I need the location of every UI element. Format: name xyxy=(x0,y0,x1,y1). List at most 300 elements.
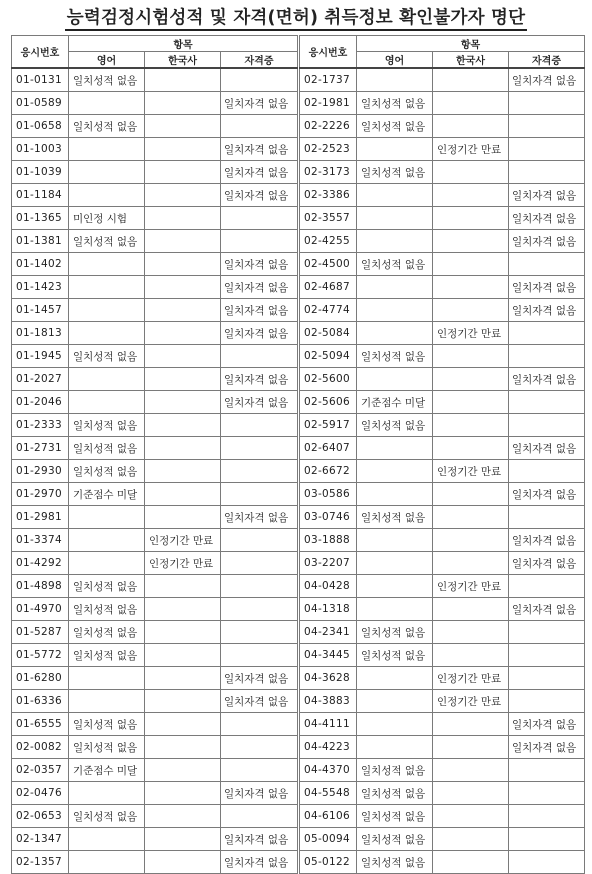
id-cell: 01-1402 xyxy=(12,253,69,276)
korean-history-cell xyxy=(433,782,509,805)
table-row xyxy=(300,207,585,230)
id-cell: 04-4370 xyxy=(300,759,357,782)
korean-history-cell xyxy=(433,115,509,138)
english-cell: 일치성적 없음 xyxy=(357,115,433,138)
certificate-cell: 일치자격 없음 xyxy=(221,851,298,874)
english-cell xyxy=(69,690,145,713)
english-cell xyxy=(69,138,145,161)
korean-history-cell xyxy=(145,575,221,598)
certificate-cell xyxy=(509,92,585,115)
certificate-cell xyxy=(221,437,298,460)
table-row xyxy=(300,552,585,575)
korean-history-cell xyxy=(145,92,221,115)
english-cell xyxy=(69,299,145,322)
korean-history-cell xyxy=(433,644,509,667)
korean-history-cell xyxy=(433,506,509,529)
certificate-cell: 일치자격 없음 xyxy=(221,506,298,529)
english-cell xyxy=(357,460,433,483)
id-cell: 01-1365 xyxy=(12,207,69,230)
english-cell xyxy=(69,161,145,184)
korean-history-cell xyxy=(145,759,221,782)
korean-history-cell xyxy=(145,437,221,460)
korean-history-cell xyxy=(145,506,221,529)
english-cell xyxy=(357,713,433,736)
id-cell: 01-5772 xyxy=(12,644,69,667)
table-row xyxy=(300,667,585,690)
certificate-cell: 일치자격 없음 xyxy=(221,276,298,299)
certificate-cell xyxy=(509,506,585,529)
english-cell xyxy=(357,690,433,713)
certificate-cell xyxy=(509,345,585,368)
id-cell: 02-4774 xyxy=(300,299,357,322)
certificate-cell xyxy=(509,621,585,644)
table-row xyxy=(300,391,585,414)
english-cell: 기준점수 미달 xyxy=(69,483,145,506)
table-row xyxy=(300,506,585,529)
certificate-cell: 일치자격 없음 xyxy=(509,598,585,621)
certificate-cell xyxy=(221,736,298,759)
korean-history-cell xyxy=(433,161,509,184)
korean-history-cell xyxy=(433,207,509,230)
id-cell: 03-1888 xyxy=(300,529,357,552)
page-title: 능력검정시험성적 및 자격(면허) 취득정보 확인불가자 명단 xyxy=(0,4,592,29)
certificate-cell: 일치자격 없음 xyxy=(509,68,585,92)
certificate-cell xyxy=(509,805,585,828)
english-cell: 일치성적 없음 xyxy=(357,345,433,368)
korean-history-cell xyxy=(145,230,221,253)
english-cell: 기준점수 미달 xyxy=(69,759,145,782)
id-cell: 01-2027 xyxy=(12,368,69,391)
table-row xyxy=(12,713,298,736)
english-cell xyxy=(69,184,145,207)
id-cell: 01-0589 xyxy=(12,92,69,115)
certificate-cell: 일치자격 없음 xyxy=(509,276,585,299)
english-cell: 일치성적 없음 xyxy=(357,851,433,874)
certificate-cell: 일치자격 없음 xyxy=(221,322,298,345)
table-row xyxy=(300,437,585,460)
id-cell: 02-2226 xyxy=(300,115,357,138)
english-cell xyxy=(357,138,433,161)
id-cell: 01-4292 xyxy=(12,552,69,575)
table-row xyxy=(12,368,298,391)
korean-history-cell xyxy=(433,713,509,736)
table-row xyxy=(300,138,585,161)
left-table xyxy=(11,35,298,874)
english-cell xyxy=(357,736,433,759)
table-row xyxy=(12,575,298,598)
korean-history-cell xyxy=(145,253,221,276)
table-row xyxy=(12,184,298,207)
korean-history-cell: 인정기간 만료 xyxy=(145,552,221,575)
table-row xyxy=(300,713,585,736)
id-cell: 02-3557 xyxy=(300,207,357,230)
english-cell: 일치성적 없음 xyxy=(69,644,145,667)
korean-history-cell xyxy=(145,805,221,828)
korean-history-cell xyxy=(145,644,221,667)
english-cell: 일치성적 없음 xyxy=(69,598,145,621)
english-cell xyxy=(357,184,433,207)
table-row xyxy=(12,68,298,92)
certificate-cell: 일치자격 없음 xyxy=(509,552,585,575)
korean-history-cell xyxy=(145,68,221,92)
korean-history-column-header: 한국사 xyxy=(145,52,221,69)
korean-history-cell xyxy=(145,782,221,805)
certificate-cell: 일치자격 없음 xyxy=(221,161,298,184)
korean-history-cell xyxy=(433,368,509,391)
korean-history-cell xyxy=(433,68,509,92)
english-cell xyxy=(357,68,433,92)
korean-history-cell xyxy=(145,414,221,437)
korean-history-cell xyxy=(145,207,221,230)
id-cell: 01-2731 xyxy=(12,437,69,460)
table-row xyxy=(12,322,298,345)
table-row xyxy=(12,414,298,437)
korean-history-cell: 인정기간 만료 xyxy=(433,460,509,483)
table-row xyxy=(300,322,585,345)
table-row xyxy=(12,782,298,805)
id-cell: 01-3374 xyxy=(12,529,69,552)
id-cell: 01-2981 xyxy=(12,506,69,529)
english-cell xyxy=(357,598,433,621)
id-cell: 02-2523 xyxy=(300,138,357,161)
certificate-cell xyxy=(221,621,298,644)
id-cell: 02-5606 xyxy=(300,391,357,414)
id-cell: 02-5917 xyxy=(300,414,357,437)
id-cell: 02-0357 xyxy=(12,759,69,782)
table-row xyxy=(300,759,585,782)
certificate-cell: 일치자격 없음 xyxy=(509,736,585,759)
id-cell: 03-0746 xyxy=(300,506,357,529)
table-row xyxy=(300,782,585,805)
id-cell: 04-1318 xyxy=(300,598,357,621)
english-cell xyxy=(69,368,145,391)
table-row xyxy=(12,851,298,874)
korean-history-column-header: 한국사 xyxy=(433,52,509,69)
english-cell: 일치성적 없음 xyxy=(357,506,433,529)
table-row xyxy=(300,529,585,552)
english-cell: 미인정 시험 xyxy=(69,207,145,230)
korean-history-cell xyxy=(145,483,221,506)
certificate-cell: 일치자격 없음 xyxy=(221,138,298,161)
id-cell: 02-0476 xyxy=(12,782,69,805)
id-cell: 01-1184 xyxy=(12,184,69,207)
id-cell: 03-0586 xyxy=(300,483,357,506)
korean-history-cell xyxy=(145,690,221,713)
certificate-cell xyxy=(221,345,298,368)
table-row xyxy=(12,161,298,184)
table-row xyxy=(12,115,298,138)
id-cell: 04-3445 xyxy=(300,644,357,667)
id-cell: 02-6672 xyxy=(300,460,357,483)
id-cell: 01-1423 xyxy=(12,276,69,299)
korean-history-cell xyxy=(145,276,221,299)
korean-history-cell xyxy=(145,322,221,345)
certificate-cell: 일치자격 없음 xyxy=(509,713,585,736)
certificate-cell xyxy=(221,598,298,621)
id-cell: 01-4898 xyxy=(12,575,69,598)
id-cell: 01-1381 xyxy=(12,230,69,253)
certificate-cell: 일치자격 없음 xyxy=(221,184,298,207)
table-row xyxy=(12,736,298,759)
certificate-cell: 일치자격 없음 xyxy=(509,184,585,207)
right-table-body xyxy=(300,68,585,874)
certificate-cell: 일치자격 없음 xyxy=(509,437,585,460)
id-cell: 01-0131 xyxy=(12,68,69,92)
certificate-cell xyxy=(509,115,585,138)
certificate-cell xyxy=(509,253,585,276)
english-cell xyxy=(69,506,145,529)
table-row xyxy=(300,644,585,667)
id-cell: 02-1347 xyxy=(12,828,69,851)
korean-history-cell xyxy=(433,621,509,644)
certificate-cell xyxy=(221,552,298,575)
english-cell: 기준점수 미달 xyxy=(357,391,433,414)
table-row xyxy=(300,736,585,759)
table-row xyxy=(12,506,298,529)
korean-history-cell xyxy=(145,345,221,368)
english-cell xyxy=(357,483,433,506)
table-row xyxy=(12,230,298,253)
certificate-cell xyxy=(221,230,298,253)
korean-history-cell xyxy=(433,805,509,828)
certificate-cell xyxy=(509,759,585,782)
english-cell xyxy=(69,552,145,575)
table-row xyxy=(12,552,298,575)
english-cell xyxy=(69,322,145,345)
table-row xyxy=(300,161,585,184)
english-cell xyxy=(357,276,433,299)
english-cell xyxy=(357,322,433,345)
english-cell xyxy=(357,667,433,690)
certificate-cell xyxy=(509,644,585,667)
korean-history-cell xyxy=(145,621,221,644)
id-cell: 01-6280 xyxy=(12,667,69,690)
english-cell: 일치성적 없음 xyxy=(69,713,145,736)
table-row xyxy=(300,598,585,621)
certificate-cell: 일치자격 없음 xyxy=(509,529,585,552)
table-row xyxy=(300,575,585,598)
english-cell xyxy=(69,782,145,805)
korean-history-cell: 인정기간 만료 xyxy=(433,322,509,345)
english-cell xyxy=(69,391,145,414)
id-cell: 01-0658 xyxy=(12,115,69,138)
english-cell: 일치성적 없음 xyxy=(357,621,433,644)
korean-history-cell xyxy=(145,736,221,759)
certificate-cell xyxy=(509,414,585,437)
english-cell: 일치성적 없음 xyxy=(357,161,433,184)
korean-history-cell xyxy=(145,598,221,621)
table-row xyxy=(12,207,298,230)
certificate-cell xyxy=(509,851,585,874)
certificate-cell: 일치자격 없음 xyxy=(221,828,298,851)
english-cell xyxy=(357,552,433,575)
korean-history-cell xyxy=(433,276,509,299)
id-cell: 02-1357 xyxy=(12,851,69,874)
table-row xyxy=(300,690,585,713)
english-cell: 일치성적 없음 xyxy=(357,828,433,851)
table-row xyxy=(300,621,585,644)
korean-history-cell xyxy=(145,184,221,207)
korean-history-cell: 인정기간 만료 xyxy=(145,529,221,552)
certificate-column-header: 자격증 xyxy=(221,52,298,69)
certificate-cell xyxy=(509,575,585,598)
english-cell xyxy=(69,92,145,115)
id-cell: 01-2930 xyxy=(12,460,69,483)
id-cell: 01-1945 xyxy=(12,345,69,368)
korean-history-cell xyxy=(145,138,221,161)
certificate-cell: 일치자격 없음 xyxy=(509,483,585,506)
id-cell: 01-2046 xyxy=(12,391,69,414)
table-row xyxy=(12,391,298,414)
certificate-cell xyxy=(221,68,298,92)
table-row xyxy=(12,253,298,276)
id-column-header: 응시번호 xyxy=(300,36,357,69)
id-cell: 02-3386 xyxy=(300,184,357,207)
certificate-cell xyxy=(221,115,298,138)
id-cell: 01-2970 xyxy=(12,483,69,506)
id-cell: 04-4223 xyxy=(300,736,357,759)
group-header: 항목 xyxy=(69,36,298,52)
id-column-header: 응시번호 xyxy=(12,36,69,69)
english-cell xyxy=(357,529,433,552)
korean-history-cell xyxy=(433,92,509,115)
korean-history-cell: 인정기간 만료 xyxy=(433,575,509,598)
certificate-cell xyxy=(221,805,298,828)
english-cell: 일치성적 없음 xyxy=(357,759,433,782)
english-cell: 일치성적 없음 xyxy=(69,460,145,483)
id-cell: 02-0653 xyxy=(12,805,69,828)
korean-history-cell: 인정기간 만료 xyxy=(433,690,509,713)
table-row xyxy=(300,276,585,299)
korean-history-cell xyxy=(433,345,509,368)
id-cell: 04-4111 xyxy=(300,713,357,736)
table-row xyxy=(12,460,298,483)
korean-history-cell xyxy=(145,161,221,184)
id-cell: 01-6555 xyxy=(12,713,69,736)
id-cell: 02-5084 xyxy=(300,322,357,345)
id-cell: 01-1813 xyxy=(12,322,69,345)
korean-history-cell xyxy=(145,713,221,736)
certificate-cell xyxy=(221,713,298,736)
id-cell: 01-5287 xyxy=(12,621,69,644)
id-cell: 02-4500 xyxy=(300,253,357,276)
english-cell: 일치성적 없음 xyxy=(357,644,433,667)
certificate-cell xyxy=(221,207,298,230)
table-row xyxy=(12,644,298,667)
korean-history-cell xyxy=(145,391,221,414)
table-row xyxy=(12,667,298,690)
table-row xyxy=(300,92,585,115)
id-cell: 03-2207 xyxy=(300,552,357,575)
english-cell: 일치성적 없음 xyxy=(357,92,433,115)
korean-history-cell xyxy=(433,759,509,782)
certificate-cell: 일치자격 없음 xyxy=(221,667,298,690)
table-row xyxy=(12,529,298,552)
korean-history-cell xyxy=(433,598,509,621)
korean-history-cell xyxy=(145,851,221,874)
id-cell: 02-6407 xyxy=(300,437,357,460)
korean-history-cell xyxy=(433,414,509,437)
id-cell: 04-3628 xyxy=(300,667,357,690)
english-cell: 일치성적 없음 xyxy=(69,621,145,644)
certificate-cell xyxy=(221,759,298,782)
korean-history-cell xyxy=(433,529,509,552)
certificate-cell: 일치자격 없음 xyxy=(221,391,298,414)
certificate-cell: 일치자격 없음 xyxy=(221,690,298,713)
korean-history-cell xyxy=(433,552,509,575)
korean-history-cell xyxy=(433,437,509,460)
english-cell: 일치성적 없음 xyxy=(357,253,433,276)
id-cell: 02-3173 xyxy=(300,161,357,184)
english-cell xyxy=(69,667,145,690)
table-row xyxy=(12,598,298,621)
english-cell xyxy=(357,575,433,598)
korean-history-cell xyxy=(145,460,221,483)
table-row xyxy=(12,437,298,460)
id-cell: 05-0094 xyxy=(300,828,357,851)
korean-history-cell xyxy=(145,115,221,138)
id-cell: 01-1457 xyxy=(12,299,69,322)
korean-history-cell: 인정기간 만료 xyxy=(433,667,509,690)
certificate-cell xyxy=(221,460,298,483)
id-cell: 01-1039 xyxy=(12,161,69,184)
english-cell xyxy=(357,299,433,322)
id-cell: 02-0082 xyxy=(12,736,69,759)
english-cell: 일치성적 없음 xyxy=(69,575,145,598)
english-cell: 일치성적 없음 xyxy=(69,437,145,460)
korean-history-cell xyxy=(433,299,509,322)
id-cell: 01-2333 xyxy=(12,414,69,437)
id-cell: 01-4970 xyxy=(12,598,69,621)
english-cell: 일치성적 없음 xyxy=(69,230,145,253)
certificate-cell xyxy=(509,690,585,713)
table-row xyxy=(12,690,298,713)
id-cell: 02-5600 xyxy=(300,368,357,391)
table-row xyxy=(12,759,298,782)
id-cell: 04-5548 xyxy=(300,782,357,805)
english-cell xyxy=(357,437,433,460)
certificate-cell xyxy=(509,161,585,184)
korean-history-cell xyxy=(433,736,509,759)
english-cell xyxy=(357,230,433,253)
certificate-cell xyxy=(509,460,585,483)
table-row xyxy=(12,276,298,299)
table-row xyxy=(12,138,298,161)
certificate-cell xyxy=(221,529,298,552)
english-cell: 일치성적 없음 xyxy=(357,414,433,437)
id-cell: 04-6106 xyxy=(300,805,357,828)
table-row xyxy=(12,483,298,506)
table-row xyxy=(12,92,298,115)
id-cell: 02-4687 xyxy=(300,276,357,299)
table-row xyxy=(300,184,585,207)
english-cell: 일치성적 없음 xyxy=(69,736,145,759)
table-row xyxy=(300,230,585,253)
certificate-cell xyxy=(221,483,298,506)
certificate-column-header: 자격증 xyxy=(509,52,585,69)
korean-history-cell xyxy=(145,299,221,322)
table-row xyxy=(12,345,298,368)
english-cell xyxy=(357,368,433,391)
certificate-cell: 일치자격 없음 xyxy=(509,230,585,253)
certificate-cell: 일치자격 없음 xyxy=(509,207,585,230)
english-cell: 일치성적 없음 xyxy=(69,805,145,828)
table-row xyxy=(300,68,585,92)
english-cell: 일치성적 없음 xyxy=(69,68,145,92)
korean-history-cell xyxy=(433,253,509,276)
table-row xyxy=(300,115,585,138)
english-cell: 일치성적 없음 xyxy=(69,345,145,368)
